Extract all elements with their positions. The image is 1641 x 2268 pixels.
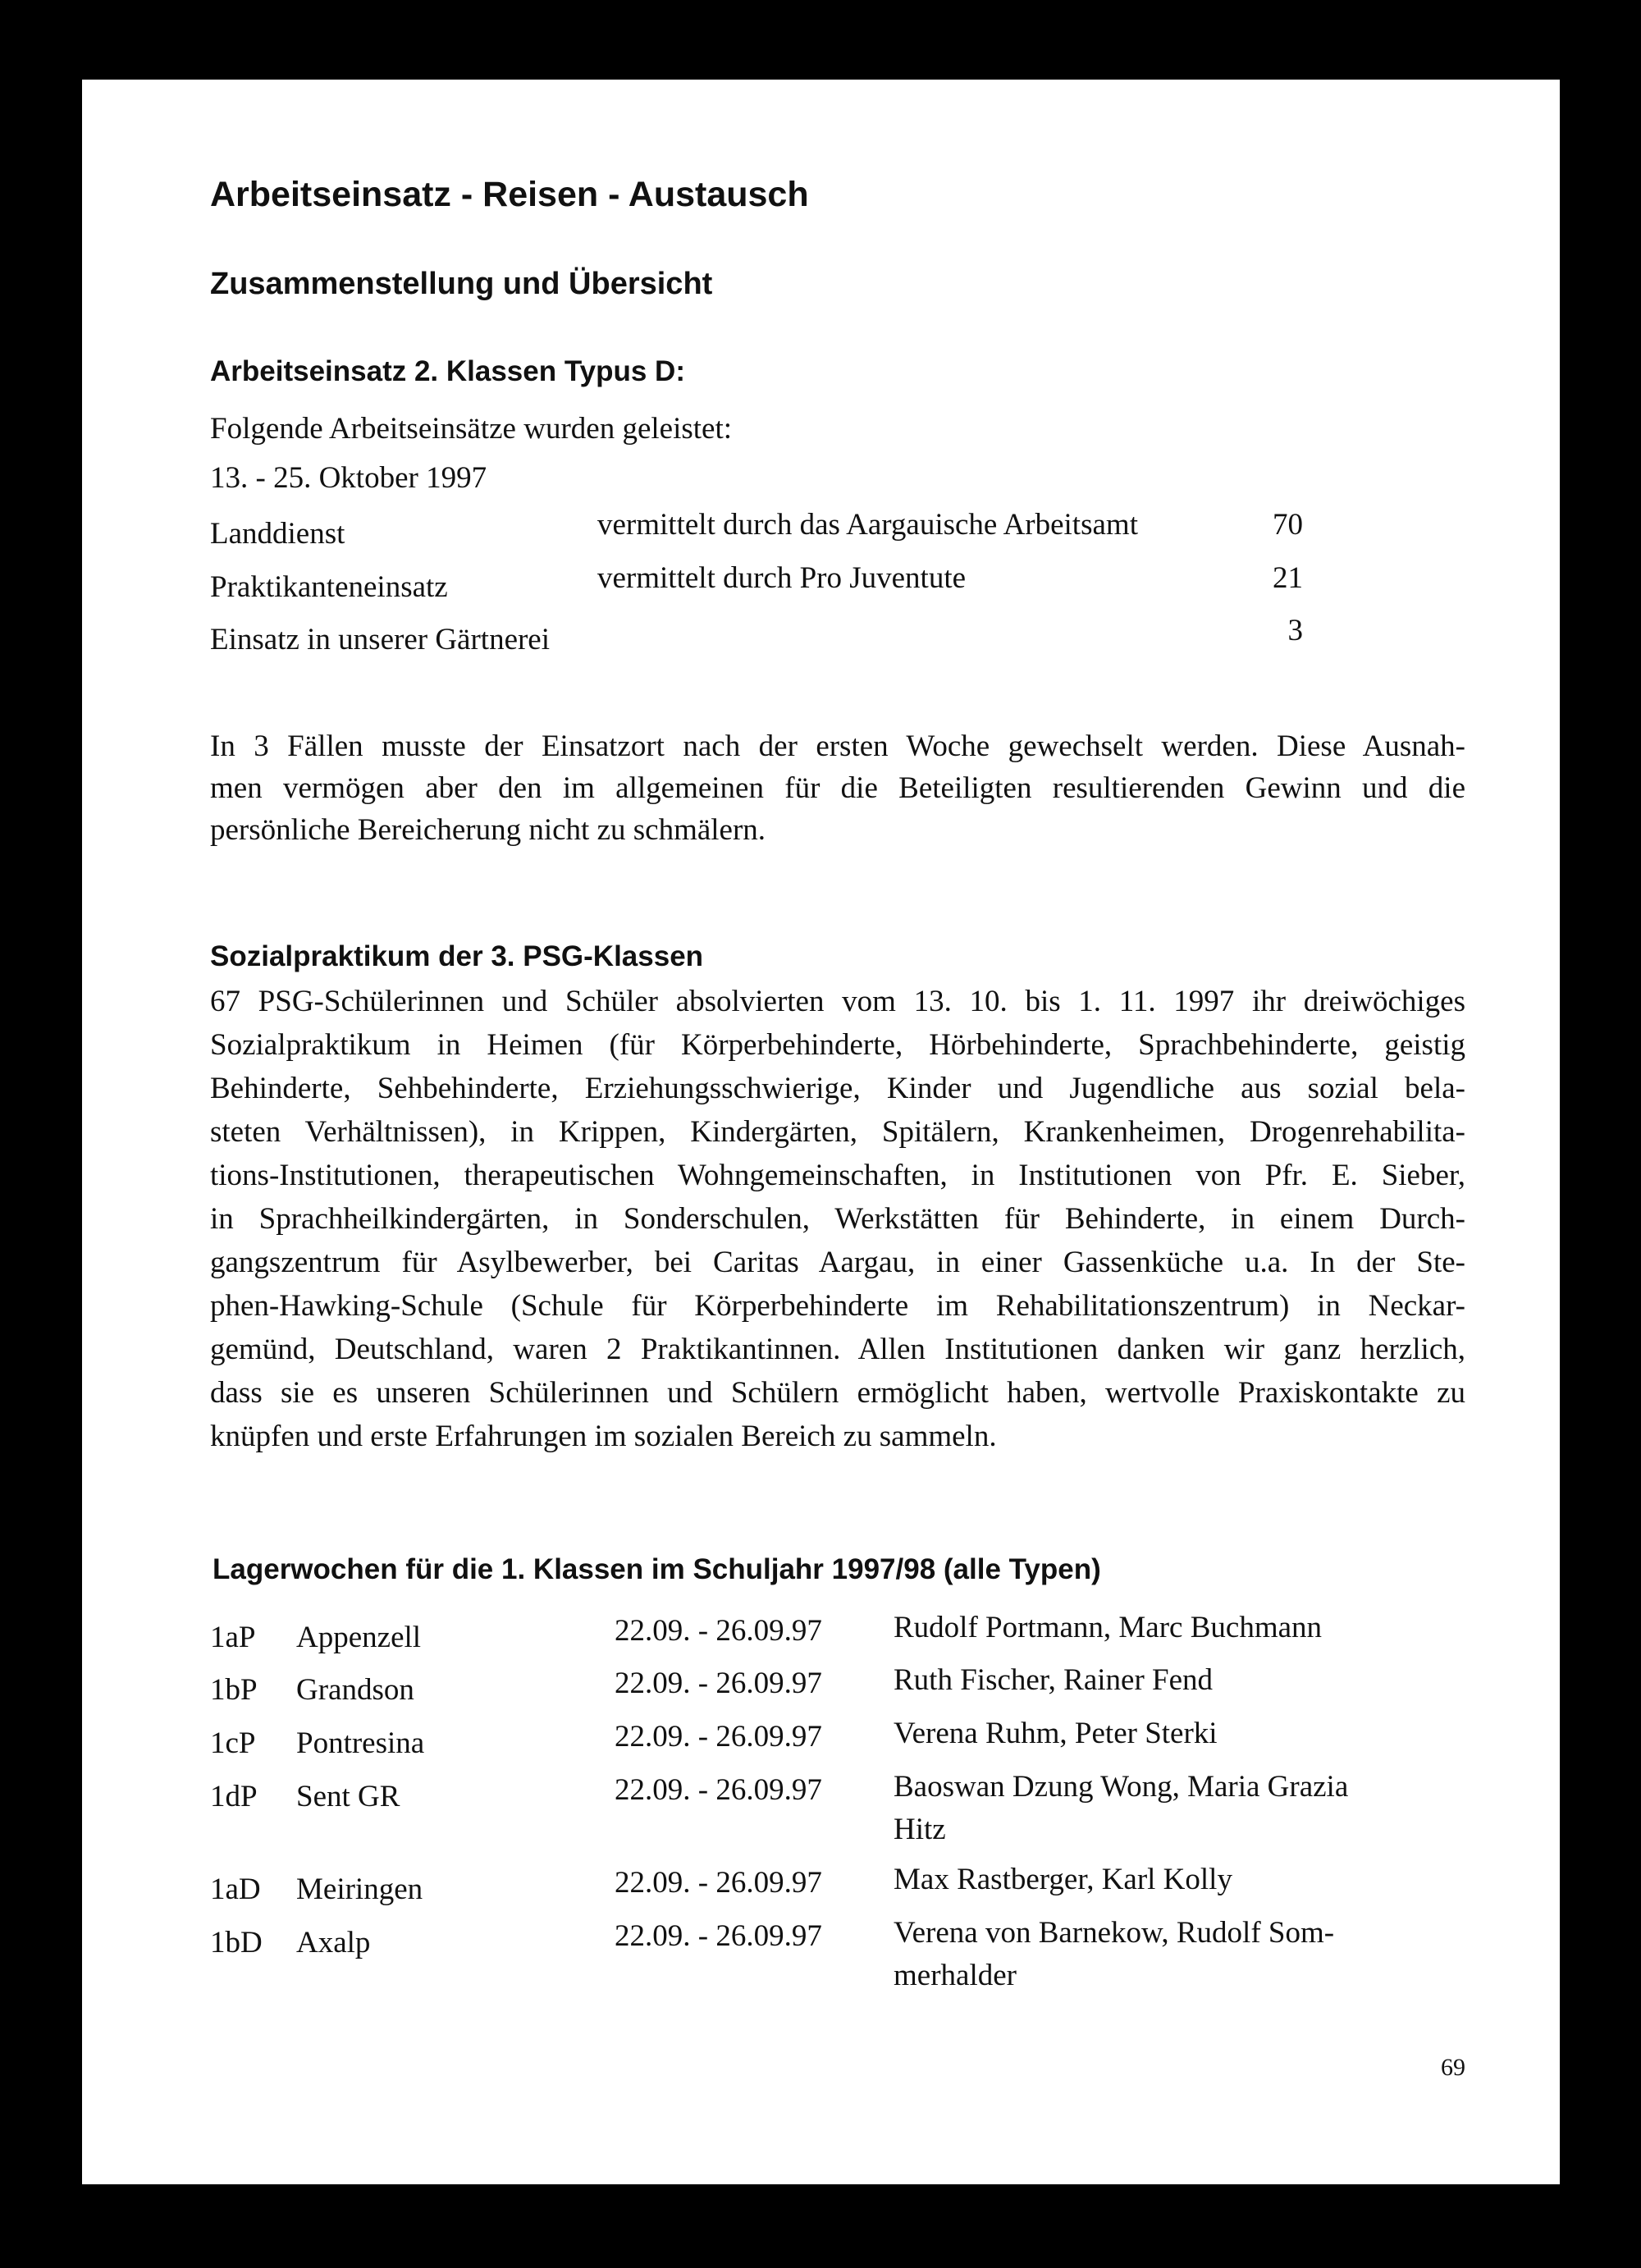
text-line: knüpfen und erste Erfahrungen im sozialen Bereich zu sammeln. bbox=[210, 1420, 997, 1453]
camp-class: 1bP bbox=[210, 1673, 258, 1707]
text-line: phen-Hawking-Schule (Schule für Körperbehinderte im Rehabilitationszentrum) in Neckar- bbox=[210, 1289, 1465, 1323]
intro-text: Folgende Arbeitseinsätze wurden geleistet: bbox=[210, 412, 733, 446]
assignment-count: 70 bbox=[1273, 508, 1303, 542]
page-subtitle: Zusammenstellung und Übersicht bbox=[210, 267, 713, 301]
text-line: In 3 Fällen musste der Einsatzort nach der ersten Woche gewechselt werden. Diese Ausnah- bbox=[210, 729, 1465, 763]
camp-leaders: Ruth Fischer, Rainer Fend bbox=[894, 1663, 1214, 1697]
assignment-via: vermittelt durch Pro Juventute bbox=[597, 561, 967, 595]
section-heading-sozialpraktikum: Sozialpraktikum der 3. PSG-Klassen bbox=[210, 940, 704, 972]
camp-place: Meiringen bbox=[296, 1872, 423, 1906]
camp-leaders: Hitz bbox=[894, 1813, 946, 1846]
text-line: gemünd, Deutschland, waren 2 Praktikantinnen. Allen Institutionen danken wir ganz herzlich, bbox=[210, 1333, 1465, 1366]
assignment-label: Praktikanteneinsatz bbox=[210, 570, 448, 604]
camp-class: 1bD bbox=[210, 1926, 263, 1959]
camp-class: 1aD bbox=[210, 1872, 261, 1906]
page-number: 69 bbox=[1441, 2054, 1465, 2081]
text-line: gangszentrum für Asylbewerber, bei Caritas Aargau, in einer Gassenküche u.a. In der Ste- bbox=[210, 1246, 1465, 1279]
text-line: in Sprachheilkindergärten, in Sonderschulen, Werkstätten für Behinderte, in einem Durch- bbox=[210, 1202, 1465, 1236]
camp-dates: 22.09. - 26.09.97 bbox=[615, 1720, 822, 1754]
text-line: tions-Institutionen, therapeutischen Wohngemeinschaften, in Institutionen von Pfr. E. Sieber, bbox=[210, 1159, 1465, 1192]
camp-leaders: merhalder bbox=[894, 1959, 1017, 1992]
date-text: 13. - 25. Oktober 1997 bbox=[210, 461, 487, 495]
text-line: Sozialpraktikum in Heimen (für Körperbehinderte, Hörbehinderte, Sprachbehinderte, geistig bbox=[210, 1028, 1465, 1062]
camp-leaders: Verena von Barnekow, Rudolf Som- bbox=[894, 1916, 1335, 1950]
camp-leaders: Verena Ruhm, Peter Sterki bbox=[894, 1717, 1218, 1750]
camp-dates: 22.09. - 26.09.97 bbox=[615, 1614, 822, 1648]
camp-class: 1dP bbox=[210, 1780, 258, 1813]
camp-dates: 22.09. - 26.09.97 bbox=[615, 1667, 822, 1700]
assignment-label: Einsatz in unserer Gärtnerei bbox=[210, 623, 551, 656]
page-title: Arbeitseinsatz - Reisen - Austausch bbox=[210, 175, 809, 214]
document-page bbox=[82, 80, 1560, 2184]
camp-place: Grandson bbox=[296, 1673, 414, 1707]
camp-class: 1cP bbox=[210, 1726, 256, 1760]
text-line: persönliche Bereicherung nicht zu schmälern. bbox=[210, 813, 766, 847]
camp-place: Appenzell bbox=[296, 1621, 422, 1654]
camp-leaders: Max Rastberger, Karl Kolly bbox=[894, 1863, 1232, 1896]
camp-dates: 22.09. - 26.09.97 bbox=[615, 1866, 822, 1900]
assignment-via: vermittelt durch das Aargauische Arbeitsamt bbox=[597, 508, 1138, 542]
camp-leaders: Baoswan Dzung Wong, Maria Grazia bbox=[894, 1770, 1349, 1804]
assignment-label: Landdienst bbox=[210, 517, 345, 551]
camp-place: Sent GR bbox=[296, 1780, 400, 1813]
camp-place: Axalp bbox=[296, 1926, 371, 1959]
assignment-count: 3 bbox=[1287, 614, 1303, 647]
assignment-count: 21 bbox=[1273, 561, 1303, 595]
text-line: Behinderte, Sehbehinderte, Erziehungsschwierige, Kinder und Jugendliche aus sozial bela- bbox=[210, 1072, 1465, 1105]
paragraph-einsatzort bbox=[210, 725, 1465, 851]
text-line: steten Verhältnissen), in Krippen, Kindergärten, Spitälern, Krankenheimen, Drogenrehabilita- bbox=[210, 1115, 1465, 1149]
paragraph-sozialpraktikum bbox=[210, 980, 1465, 1458]
camp-dates: 22.09. - 26.09.97 bbox=[615, 1773, 822, 1807]
camp-class: 1aP bbox=[210, 1621, 256, 1654]
camp-leaders: Rudolf Portmann, Marc Buchmann bbox=[894, 1611, 1323, 1644]
camp-place: Pontresina bbox=[296, 1726, 425, 1760]
section-heading-arbeitseinsatz: Arbeitseinsatz 2. Klassen Typus D: bbox=[210, 355, 685, 387]
text-line: 67 PSG-Schülerinnen und Schüler absolvierten vom 13. 10. bis 1. 11. 1997 ihr dreiwöchiges bbox=[210, 985, 1465, 1018]
text-line: dass sie es unseren Schülerinnen und Schülern ermöglicht haben, wertvolle Praxiskontakte zu bbox=[210, 1376, 1465, 1410]
section-heading-lagerwochen: Lagerwochen für die 1. Klassen im Schuljahr 1997/98 (alle Typen) bbox=[213, 1553, 1101, 1585]
text-line: men vermögen aber den im allgemeinen für die Beteiligten resultierenden Gewinn und die bbox=[210, 771, 1465, 805]
camp-dates: 22.09. - 26.09.97 bbox=[615, 1919, 822, 1953]
